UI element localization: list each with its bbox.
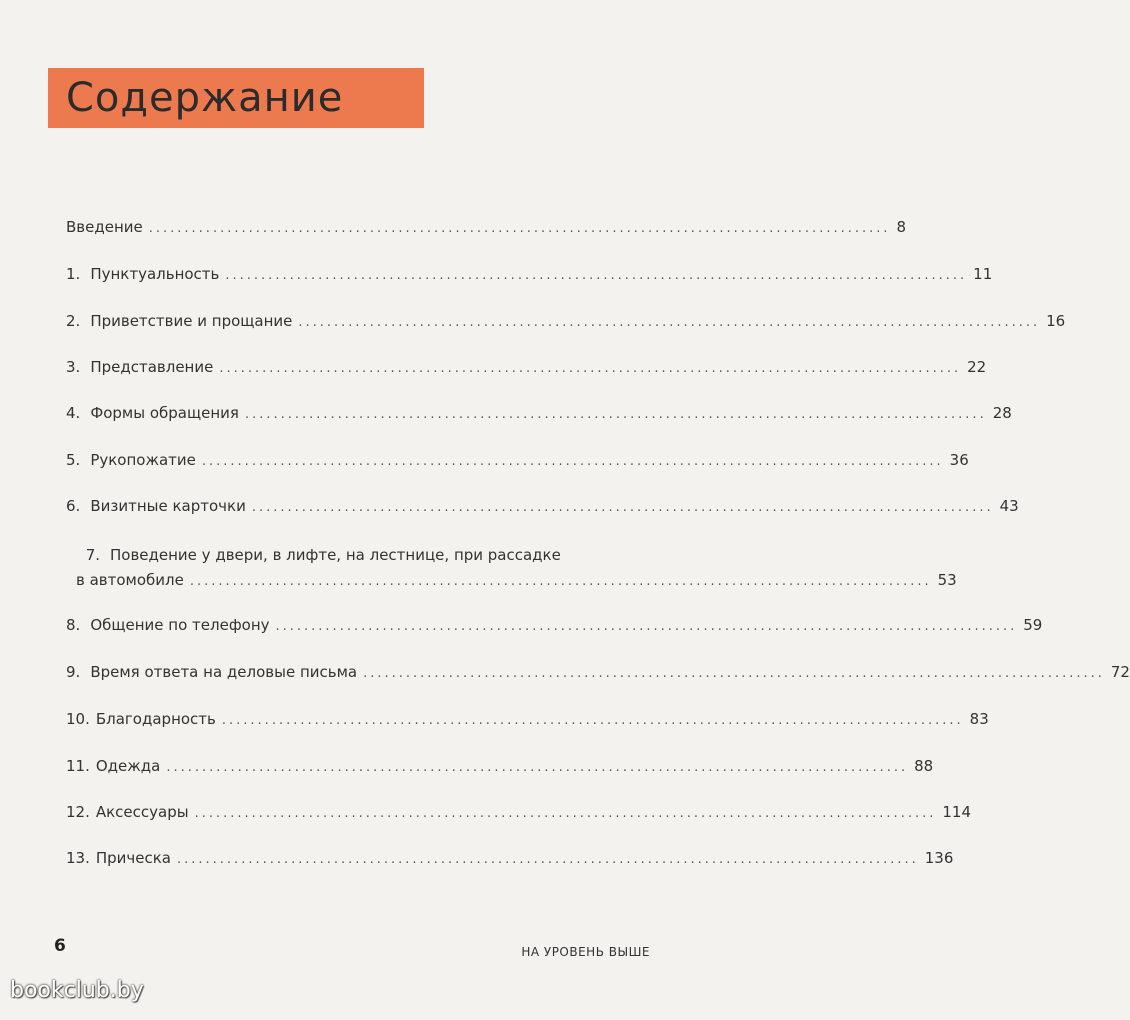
toc-leader-dots: ........................................................................................................ xyxy=(166,760,909,775)
toc-entry xyxy=(66,663,1130,683)
toc-leader-dots: ........................................................................................................ xyxy=(251,500,994,515)
toc-number: 10. xyxy=(66,710,90,728)
toc-number: 1. xyxy=(66,265,81,283)
toc-leader-dots: ........................................................................................................ xyxy=(189,574,932,589)
toc-page-number: 8 xyxy=(896,218,907,236)
toc-number: 8. xyxy=(66,616,81,634)
page-title: Содержание xyxy=(66,75,344,121)
toc-leader-dots: ........................................................................................................ xyxy=(194,806,937,821)
toc-leader-dots: ........................................................................................................ xyxy=(201,454,944,469)
toc-label: Одежда xyxy=(95,757,161,775)
toc-number: 5. xyxy=(66,451,81,469)
toc-entry xyxy=(66,616,1043,636)
toc-entry-intro xyxy=(66,218,907,238)
toc-entry xyxy=(66,497,1019,517)
toc-label: Время ответа на деловые письма xyxy=(90,663,358,681)
toc-page-number: 53 xyxy=(937,571,957,589)
toc-leader-dots: ........................................................................................................ xyxy=(219,361,962,376)
toc-page-number: 36 xyxy=(949,451,969,469)
toc-label: Пунктуальность xyxy=(90,265,220,283)
toc-number: 7. xyxy=(85,546,100,564)
toc-leader-dots: ........................................................................................................ xyxy=(298,315,1041,330)
toc-entry xyxy=(66,312,1066,332)
running-title: НА УРОВЕНЬ ВЫШЕ xyxy=(521,945,650,959)
toc-number: 6. xyxy=(66,497,81,515)
toc-label: Прическа xyxy=(95,849,171,867)
toc-page-number: 59 xyxy=(1023,616,1043,634)
toc-page-number: 114 xyxy=(942,803,971,821)
toc-page-number: 28 xyxy=(992,404,1012,422)
toc-page-number: 22 xyxy=(967,358,987,376)
toc-label: Благодарность xyxy=(95,710,216,728)
toc-page-number: 11 xyxy=(973,265,993,283)
toc-entry xyxy=(66,358,987,378)
toc-leader-dots: ........................................................................................................ xyxy=(148,221,891,236)
toc-label: Представление xyxy=(90,358,214,376)
toc-entry xyxy=(66,757,934,777)
toc-leader-dots: ........................................................................................................ xyxy=(177,852,919,867)
toc-label: Приветствие и прощание xyxy=(90,312,293,330)
toc-label-line1: Поведение у двери, в лифте, на лестнице, при рассадке xyxy=(110,546,561,564)
toc-entry xyxy=(66,710,989,730)
toc-label: Формы обращения xyxy=(90,404,239,422)
toc-page-number: 88 xyxy=(914,757,934,775)
toc-page-number: 43 xyxy=(999,497,1019,515)
toc-label: Визитные карточки xyxy=(90,497,246,515)
toc-label: Рукопожатие xyxy=(90,451,196,469)
toc-leader-dots: ........................................................................................................ xyxy=(244,407,987,422)
toc-number: 13. xyxy=(66,849,90,867)
page-number: 6 xyxy=(54,936,66,956)
toc-entry xyxy=(66,265,993,285)
toc-number: 9. xyxy=(66,663,81,681)
toc-entry xyxy=(66,404,1012,424)
toc-page-number: 72 xyxy=(1110,663,1130,681)
toc-label: Аксессуары xyxy=(95,803,189,821)
toc-leader-dots: ........................................................................................................ xyxy=(363,666,1105,681)
toc-number: 12. xyxy=(66,803,90,821)
toc-label: Введение xyxy=(66,218,143,236)
toc-label: Общение по телефону xyxy=(90,616,270,634)
toc-page-number: 16 xyxy=(1046,312,1066,330)
toc-entry xyxy=(66,849,954,869)
toc-label: в автомобиле xyxy=(76,571,184,589)
toc-entry xyxy=(66,451,969,471)
toc-entry xyxy=(66,803,971,823)
toc-page-number: 83 xyxy=(969,710,989,728)
toc-number: 3. xyxy=(66,358,81,376)
toc-entry xyxy=(66,546,957,594)
toc-number: 2. xyxy=(66,312,81,330)
toc-page-number: 136 xyxy=(924,849,954,867)
toc-leader-dots: ........................................................................................................ xyxy=(275,619,1018,634)
toc-leader-dots: ........................................................................................................ xyxy=(221,713,964,728)
toc-number: 11. xyxy=(66,757,90,775)
watermark: bookclub.by xyxy=(10,978,144,1003)
toc-number: 4. xyxy=(66,404,81,422)
toc-leader-dots: ........................................................................................................ xyxy=(225,268,968,283)
